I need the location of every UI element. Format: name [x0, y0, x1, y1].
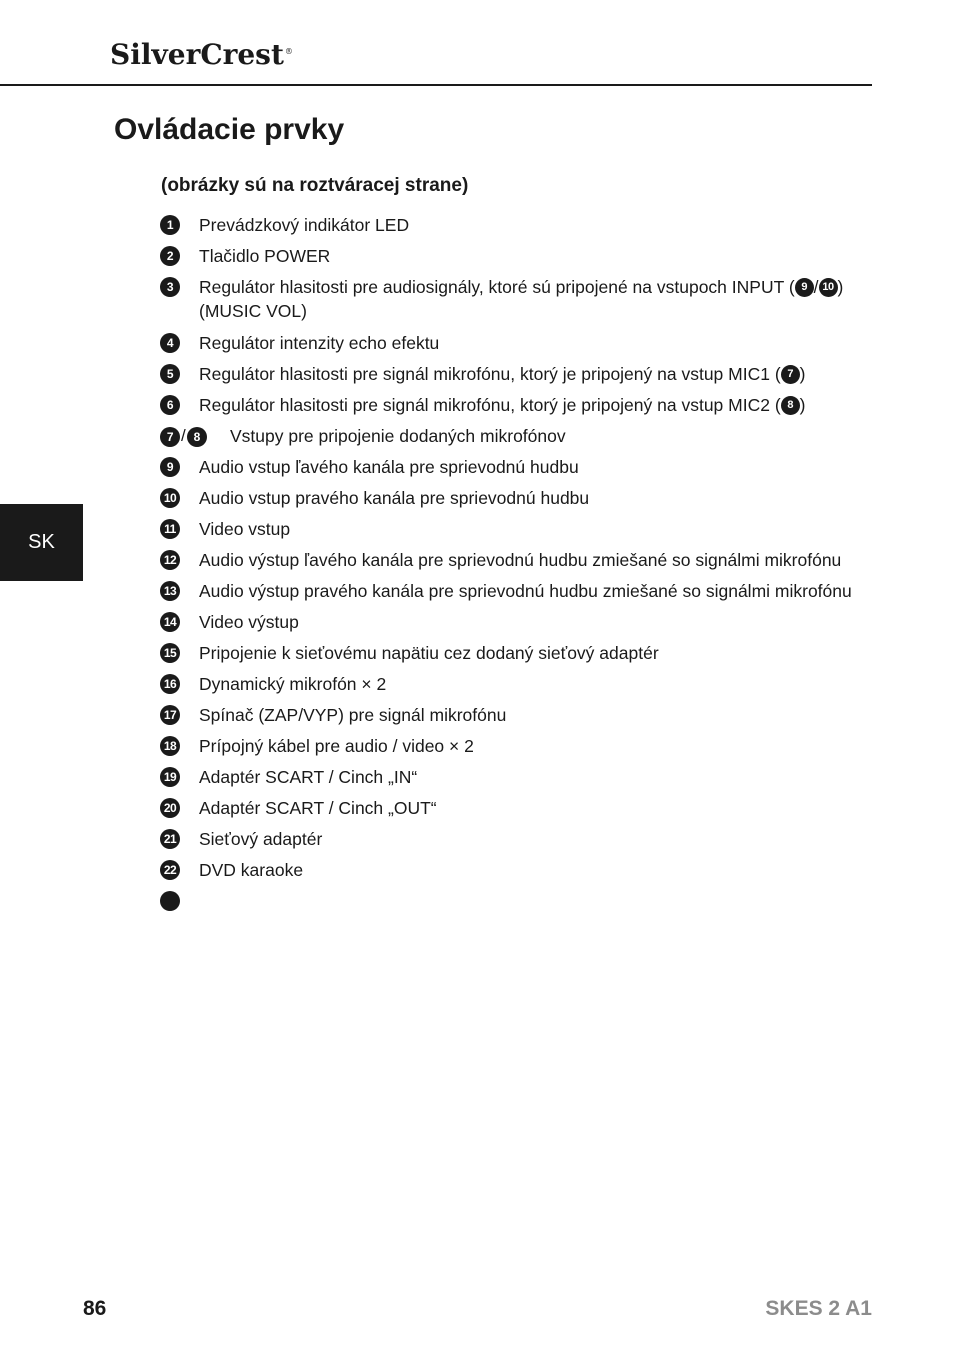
item-text: Prípojný kábel pre audio / video × 2 [199, 736, 474, 756]
list-item [160, 609, 860, 640]
item-number-badge: 18 [160, 736, 180, 756]
item-number-badge: 9 [160, 457, 180, 477]
item-text: Audio vstup ľavého kanála pre sprievodnú hudbu [199, 457, 579, 477]
item-text: Audio výstup pravého kanála pre sprievodnú hudbu zmiešané so signálmi mikrofónu [199, 581, 852, 601]
item-text: DVD karaoke [199, 860, 304, 880]
list-item [160, 212, 860, 243]
item-number-badge: 20 [160, 798, 180, 818]
list-item [160, 274, 860, 330]
item-text: Spínač (ZAP/VYP) pre signál mikrofónu [199, 705, 507, 725]
item-number-badge: 3 [160, 277, 180, 297]
item-text: Audio výstup ľavého kanála pre sprievodnú hudbu zmiešané so signálmi mikrofónu [199, 550, 842, 570]
item-number-badge: 8 [187, 427, 207, 447]
item-text: Video vstup [199, 519, 291, 539]
item-number-badge: 2 [160, 246, 180, 266]
list-item [160, 764, 860, 795]
item-number-combo [160, 426, 207, 447]
list-item [160, 423, 860, 454]
item-text: Video výstup [199, 612, 299, 632]
list-item [160, 640, 860, 671]
item-text-part: Regulátor hlasitosti pre signál mikrofónu, ktorý je pripojený na vstup MIC1 ( [199, 364, 781, 384]
item-text [199, 393, 860, 417]
list-item [160, 733, 860, 764]
page-number: 86 [83, 1297, 107, 1320]
item-number-badge: 5 [160, 364, 180, 384]
list-item [160, 702, 860, 733]
item-number-badge: 4 [160, 333, 180, 353]
item-text-part: ) [799, 395, 806, 415]
brand-logo-text: SilverCrest [110, 38, 284, 71]
item-number-badge: 19 [160, 767, 180, 787]
list-item [160, 454, 860, 485]
model-number: SKES 2 A1 [765, 1297, 872, 1320]
item-number-badge: 22 [160, 860, 180, 880]
item-text: Vstupy pre pripojenie dodaných mikrofónov [230, 426, 566, 446]
list-item [160, 888, 860, 919]
header-rule [0, 84, 872, 86]
item-number-badge [160, 891, 180, 911]
item-number-badge: 17 [160, 705, 180, 725]
language-tab-label: SK [28, 531, 55, 553]
item-number-badge: 16 [160, 674, 180, 694]
brand-logo [110, 38, 293, 71]
number-separator: / [181, 426, 186, 445]
list-item [160, 485, 860, 516]
item-number-badge: 10 [160, 488, 180, 508]
list-item [160, 392, 860, 423]
list-item [160, 547, 860, 578]
reference-badge: 10 [819, 278, 838, 297]
item-text: Pripojenie k sieťovému napätiu cez dodaný sieťový adaptér [199, 643, 659, 663]
item-text-part: ) [799, 364, 806, 384]
reference-badge: 8 [781, 396, 800, 415]
item-number-badge: 12 [160, 550, 180, 570]
item-number-badge: 21 [160, 829, 180, 849]
list-item [160, 671, 860, 702]
item-text: Adaptér SCART / Cinch „IN“ [199, 767, 418, 787]
page-title: Ovládacie prvky [114, 113, 345, 146]
item-text-part: Regulátor hlasitosti pre signál mikrofónu, ktorý je pripojený na vstup MIC2 ( [199, 395, 781, 415]
item-text: Sieťový adaptér [199, 829, 323, 849]
item-text: Tlačidlo POWER [199, 246, 331, 266]
item-text: Audio vstup pravého kanála pre sprievodnú hudbu [199, 488, 590, 508]
item-text-line2: (MUSIC VOL) [199, 301, 307, 321]
item-text: Adaptér SCART / Cinch „OUT“ [199, 798, 437, 818]
list-item [160, 857, 860, 888]
language-tab [0, 504, 83, 581]
item-text: Prevádzkový indikátor LED [199, 215, 410, 235]
list-item [160, 361, 860, 392]
reference-badge: 7 [781, 365, 800, 384]
item-text-part: Regulátor hlasitosti pre audiosignály, ktoré sú pripojené na vstupoch INPUT ( [199, 277, 795, 297]
controls-list [160, 212, 860, 919]
list-item [160, 578, 860, 609]
item-text [199, 275, 860, 323]
list-item [160, 795, 860, 826]
item-number-badge: 14 [160, 612, 180, 632]
registered-mark: ® [284, 46, 293, 56]
item-number-badge: 7 [160, 427, 180, 447]
item-text-part: ) [837, 277, 844, 297]
item-number-badge: 15 [160, 643, 180, 663]
item-text: Regulátor intenzity echo efektu [199, 333, 440, 353]
item-number-badge: 1 [160, 215, 180, 235]
item-number-badge: 6 [160, 395, 180, 415]
reference-separator: / [813, 277, 819, 297]
list-item [160, 516, 860, 547]
item-number-badge: 11 [160, 519, 180, 539]
item-number-badge: 13 [160, 581, 180, 601]
section-subtitle: (obrázky sú na roztváracej strane) [161, 175, 469, 196]
list-item [160, 330, 860, 361]
item-text: Dynamický mikrofón × 2 [199, 674, 387, 694]
reference-badge: 9 [795, 278, 814, 297]
list-item [160, 826, 860, 857]
list-item [160, 243, 860, 274]
item-text [199, 362, 860, 386]
